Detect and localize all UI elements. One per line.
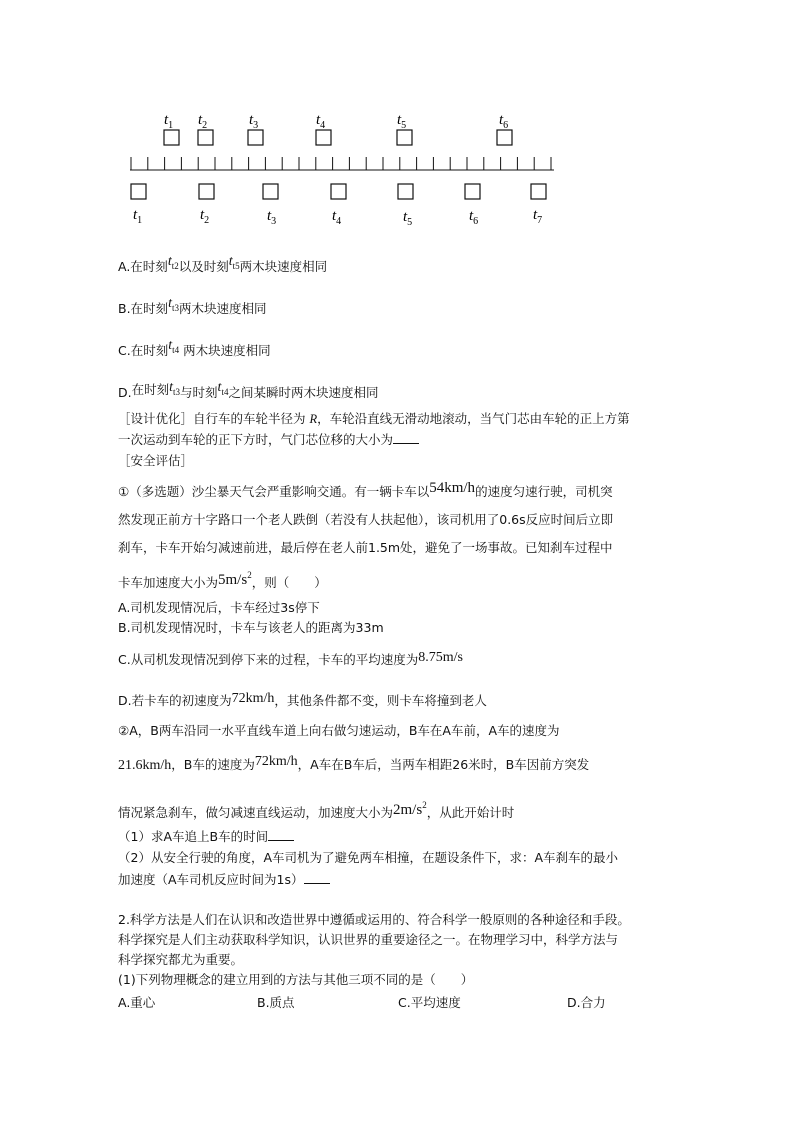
- option-d[interactable]: D.在时刻$t_{t3}$与时刻$t_{t4}$之间某瞬时两木块速度相同: [118, 380, 379, 400]
- safety2-question-1: （1）求A车追上B车的时间: [118, 828, 294, 846]
- top-label-t6: $t_6$: [499, 112, 509, 131]
- safety1-line-4: 卡车加速度大小为$5m/s^2$，则（ ）: [118, 570, 327, 590]
- top-block-6: [497, 130, 512, 145]
- safety2-question-2a: （2）从安全行驶的角度，A车司机为了避免两车相撞，在题设条件下，求：A车刹车的最小: [118, 850, 619, 865]
- top-label-t2: $t_2$: [198, 112, 208, 131]
- top-label-t5: $t_5$: [397, 112, 407, 131]
- strobe-figure: [0, 0, 794, 240]
- q2-line-2: 科学探究是人们主动获取科学知识，认识世界的重要途径之一。在物理学习中，科学方法与: [118, 932, 619, 947]
- q2-line-3: 科学探究都尤为重要。: [118, 952, 244, 967]
- bottom-block-1: [131, 184, 146, 199]
- bottom-label-t7: $t_7$: [533, 207, 543, 226]
- safety1-line-3: 刹车，卡车开始匀减速前进，最后停在老人前1.5m处，避免了一场事故。已知刹车过程中: [118, 540, 613, 555]
- bottom-label-t3: $t_3$: [267, 208, 277, 227]
- safety1-option-a[interactable]: A.司机发现情况后，卡车经过3s停下: [118, 600, 320, 615]
- option-c[interactable]: C.在时刻$t_{t4}$ 两木块速度相同: [118, 338, 271, 358]
- top-block-2: [198, 130, 213, 145]
- bottom-block-6: [465, 184, 480, 199]
- answer-blank[interactable]: [268, 828, 294, 841]
- q2-option-a[interactable]: A.重心: [118, 995, 156, 1010]
- safety-heading: ［安全评估］: [118, 453, 194, 468]
- bottom-block-5: [398, 184, 413, 199]
- time-t4: $t_{t4}$: [168, 338, 180, 355]
- top-block-4: [316, 130, 331, 145]
- top-label-t1: $t_1$: [164, 112, 174, 131]
- option-a[interactable]: A.在时刻$t_{t2}$以及时刻$t_{t5}$两木块速度相同: [118, 254, 328, 274]
- q2-option-d[interactable]: D.合力: [567, 995, 606, 1010]
- bottom-label-t6: $t_6$: [469, 208, 479, 227]
- q2-line-1: 2.科学方法是人们在认识和改造世界中遵循或运用的、符合科学一般原则的各种途径和手段。: [118, 912, 630, 927]
- top-block-1: [164, 130, 179, 145]
- safety1-option-d[interactable]: D.若卡车的初速度为72km/h，其他条件都不变，则卡车将撞到老人: [118, 691, 487, 708]
- bottom-label-t5: $t_5$: [403, 209, 413, 228]
- design-line-2: 一次运动到车轮的正下方时，气门芯位移的大小为: [118, 431, 419, 449]
- bottom-block-4: [331, 184, 346, 199]
- design-line-1: ［设计优化］自行车的车轮半径为 R，车轮沿直线无滑动地滚动，当气门芯由车轮的正上方第: [118, 411, 630, 426]
- safety2-line-1: ②A，B两车沿同一水平直线车道上向右做匀速运动，B车在A车前，A车的速度为: [118, 723, 560, 738]
- bottom-block-7: [531, 184, 546, 199]
- top-time-labels: [164, 112, 508, 131]
- time-t5: $t_{t5}$: [228, 254, 240, 271]
- bottom-label-t1: $t_1$: [133, 207, 143, 226]
- top-block-3: [248, 130, 263, 145]
- time-t3: $t_{t3}$: [169, 380, 181, 397]
- option-b[interactable]: B.在时刻$t_{t3}$两木块速度相同: [118, 296, 267, 316]
- time-t4: $t_{t4}$: [217, 380, 229, 397]
- safety1-option-c[interactable]: C.从司机发现情况到停下来的过程，卡车的平均速度为8.75m/s: [118, 650, 463, 667]
- safety1-line-2: 然发现正前方十字路口一个老人跌倒（若没有人扶起他），该司机用了0.6s反应时间后立即: [118, 512, 614, 527]
- bottom-label-t2: $t_2$: [200, 207, 210, 226]
- safety2-line-2: 21.6km/h，B车的速度为72km/h，A车在B车后，当两车相距26米时，B车因前方突发: [118, 754, 590, 773]
- time-t3: $t_{t3}$: [168, 296, 179, 313]
- safety2-line-3: 情况紧急刹车，做匀减速直线运动，加速度大小为$2m/s^2$，从此开始计时: [118, 800, 515, 820]
- answer-blank[interactable]: [304, 871, 330, 884]
- time-t2: $t_{t2}$: [167, 254, 179, 271]
- bottom-block-3: [263, 184, 278, 199]
- scale-ruler: [130, 157, 554, 170]
- bottom-block-2: [199, 184, 214, 199]
- top-label-t3: $t_3$: [249, 112, 259, 131]
- top-block-5: [397, 130, 412, 145]
- q2-option-b[interactable]: B.质点: [257, 995, 295, 1010]
- top-label-t4: $t_4$: [316, 112, 326, 131]
- bottom-label-t4: $t_4$: [332, 208, 342, 227]
- safety1-line-1: ①（多选题）沙尘暴天气会严重影响交通。有一辆卡车以54km/h的速度匀速行驶，司机突: [118, 480, 613, 499]
- answer-blank[interactable]: [393, 431, 419, 444]
- q2-subquestion-1: (1)下列物理概念的建立用到的方法与其他三项不同的是（ ）: [118, 972, 474, 987]
- safety2-question-2b: 加速度（A车司机反应时间为1s）: [118, 871, 330, 889]
- safety1-option-b[interactable]: B.司机发现情况时，卡车与该老人的距离为33m: [118, 620, 384, 635]
- q2-option-c[interactable]: C.平均速度: [398, 995, 461, 1010]
